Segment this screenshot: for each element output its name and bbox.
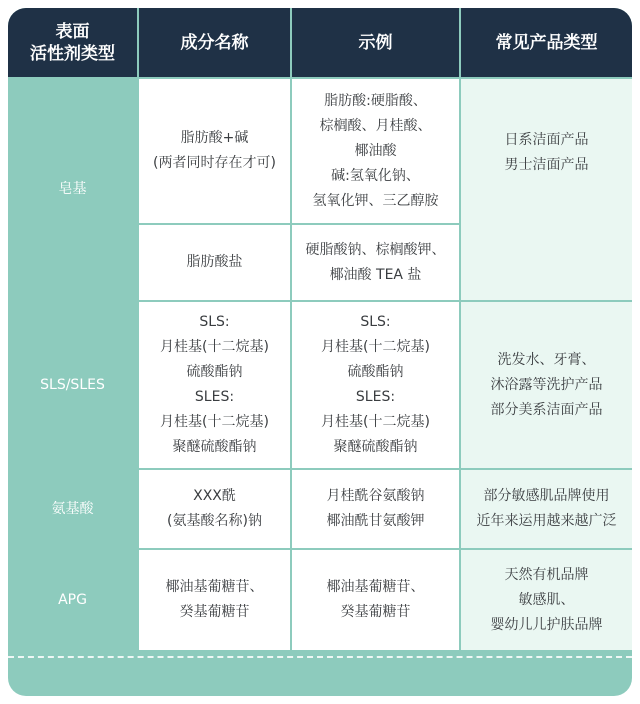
group-soap-label [8, 79, 137, 300]
soap1-example-line: 棕榈酸、月桂酸、 [319, 117, 432, 134]
apg-products-line: 敏感肌、 [518, 591, 575, 608]
amino-ingredient-cell [139, 470, 290, 548]
soap1-ingredient-cell [139, 79, 290, 223]
sls-ingredient-line: SLES: [194, 389, 235, 405]
sls-ingredient-cell [139, 302, 290, 468]
soap1-example-line: 脂肪酸:硬脂酸、 [324, 92, 427, 109]
apg-example-line: 癸基葡糖苷 [340, 604, 411, 620]
soap1-example-line: 氢氧化钾、三乙醇胺 [312, 192, 439, 209]
sls-ingredient-line: 聚醚硫酸酯钠 [172, 439, 257, 455]
amino-ingredient-line: (氨基酸名称)钠 [167, 513, 262, 529]
amino-products-line: 近年来运用越来越广泛 [476, 513, 617, 529]
group-soap-text: 皂基 [58, 181, 87, 197]
group-apg-label [8, 550, 137, 650]
sls-example-line: 硫酸酯钠 [347, 364, 404, 380]
sls-products-line: 洗发水、牙膏、 [497, 351, 596, 368]
surfactant-table [8, 8, 632, 696]
sls-ingredient-line: 月桂基(十二烷基) [160, 414, 269, 430]
sls-example-line: 月桂基(十二烷基) [321, 339, 430, 355]
apg-example-cell [292, 550, 459, 650]
amino-example-line: 椰油酰甘氨酸钾 [326, 513, 425, 529]
soap1-example-line: 碱:氢氧化钠、 [331, 167, 420, 184]
group-sls-text: SLS/SLES [40, 376, 105, 393]
header-ingredient-name-text: 成分名称 [180, 32, 249, 53]
soap-products-line: 男士洁面产品 [504, 157, 589, 173]
soap1-example-cell [292, 79, 459, 223]
sls-ingredient-line: 硫酸酯钠 [186, 364, 243, 380]
amino-ingredient-line: XXX酰 [193, 488, 236, 504]
apg-products-cell [461, 550, 632, 650]
soap1-ingredient-line: 脂肪酸+碱 [180, 130, 249, 146]
sls-products-line: 沐浴露等洗护产品 [490, 376, 603, 393]
header-example [292, 8, 459, 77]
apg-ingredient-line: 椰油基葡糖苷、 [165, 579, 264, 595]
soap2-example-line: 椰油酸 TEA 盐 [329, 266, 422, 283]
soap2-ingredient-cell [139, 225, 290, 300]
header-surfactant-type [8, 8, 137, 77]
header-product-type-text: 常见产品类型 [495, 32, 598, 53]
header-product-type [461, 8, 632, 77]
amino-products-cell [461, 470, 632, 548]
amino-products-line: 部分敏感肌品牌使用 [483, 488, 610, 504]
group-amino-text: 氨基酸 [51, 500, 94, 517]
group-apg-text: APG [58, 591, 87, 608]
soap-products-cell [461, 79, 632, 300]
soap1-ingredient-line: (两者同时存在才可) [153, 155, 276, 171]
bottom-dashed-divider [8, 656, 632, 658]
sls-example-line: SLES: [355, 389, 396, 405]
sls-example-line: 聚醚硫酸酯钠 [333, 439, 418, 455]
sls-ingredient-line: SLS: [199, 314, 230, 330]
apg-ingredient-cell [139, 550, 290, 650]
soap2-example-cell [292, 225, 459, 300]
apg-ingredient-line: 癸基葡糖苷 [179, 604, 250, 620]
apg-products-line: 婴幼儿儿护肤品牌 [490, 616, 603, 633]
group-sls-label [8, 302, 137, 468]
soap2-ingredient-line: 脂肪酸盐 [186, 254, 243, 270]
soap1-example-line: 椰油酸 [354, 142, 397, 159]
amino-example-line: 月桂酰谷氨酸钠 [326, 488, 425, 504]
header-ingredient-name [139, 8, 290, 77]
soap2-example-line: 硬脂酸钠、棕榈酸钾、 [305, 241, 446, 258]
sls-products-cell [461, 302, 632, 468]
apg-products-line: 天然有机品牌 [504, 566, 589, 583]
sls-example-line: SLS: [360, 314, 391, 330]
header-surfactant-type-line2: 活性剂类型 [30, 43, 115, 64]
sls-example-cell [292, 302, 459, 468]
apg-example-line: 椰油基葡糖苷、 [326, 579, 425, 595]
soap-products-line: 日系洁面产品 [504, 132, 589, 148]
amino-example-cell [292, 470, 459, 548]
sls-ingredient-line: 月桂基(十二烷基) [160, 339, 269, 355]
sls-example-line: 月桂基(十二烷基) [321, 414, 430, 430]
header-example-text: 示例 [358, 32, 393, 53]
header-surfactant-type-line1: 表面 [55, 21, 90, 42]
group-amino-label [8, 470, 137, 548]
sls-products-line: 部分美系洁面产品 [490, 401, 603, 418]
